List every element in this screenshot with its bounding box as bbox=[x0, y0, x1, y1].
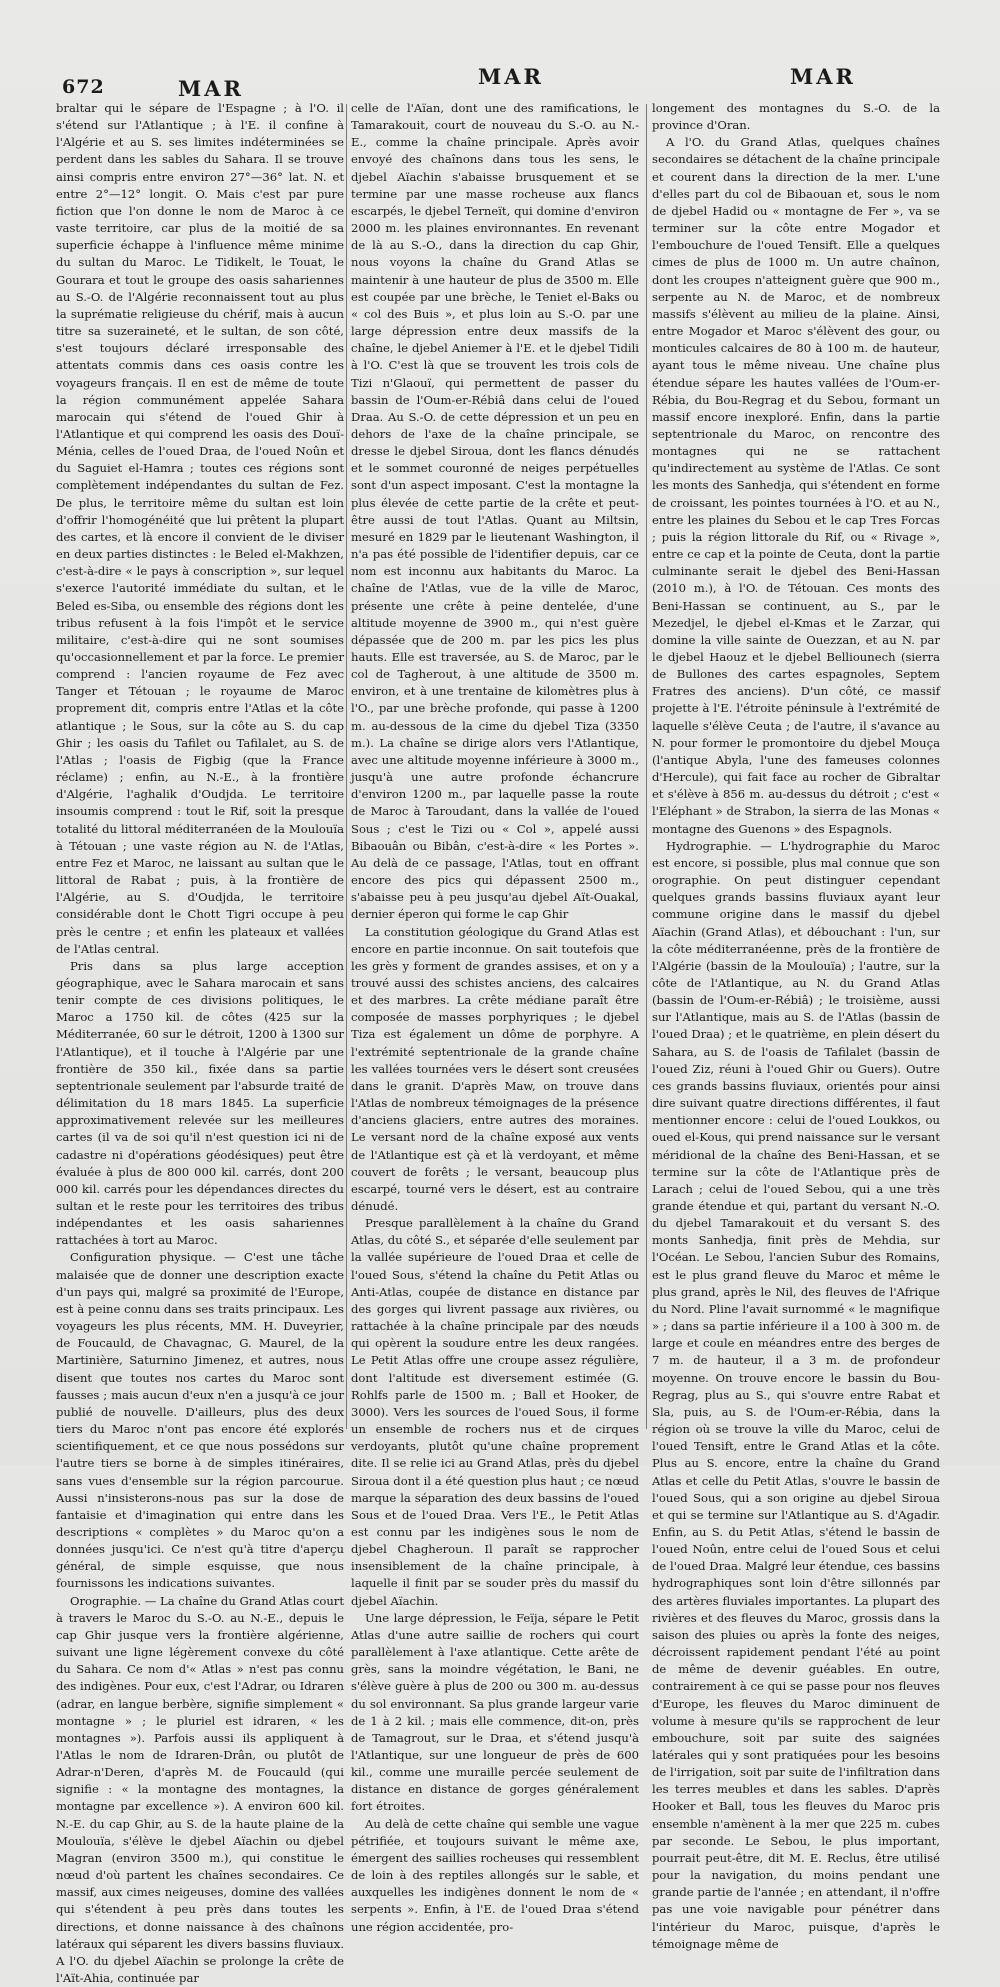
paragraph: A l'O. du Grand Atlas, quelques chaînes secondaires se détachent de la chaîne principale et courent dans la direction de la mer. L'une d'elles part du col de Bibaouan et, sous le nom de djebel Hadid ou « montagne de Fer », va se terminer sur la côte entre Mogador et l'embouchure de l'oued Tensift. Elle a quelques cimes de plus de 1000 m. Un autre chaînon, dont les croupes n'atteignent guère que 900 m., serpente au N. de Maroc, et de nombreux massifs s'élèvent au milieu de la plaine. Ainsi, entre Mogador et Maroc s'élèvent des gour, ou monticules calcaires de 80 à 100 m. de hauteur, ayant tous le même niveau. Une chaîne plus étendue sépare les hautes vallées de l'Oum-er-Rébia, du Bou-Regrag et du Sebou, formant un massif encore inexploré. Enfin, dans la partie septentrionale du Maroc, on rencontre des montagnes qui ne se rattachent qu'indirectement au système de l'Atlas. Ce sont les monts des Sanhedja, qui s'étendent en forme de croissant, les pointes tournées à l'O. et au N., entre les plaines du Sebou et le cap Tres Forcas ; puis la région littorale du Rif, ou « Rivage », entre ce cap et la pointe de Ceuta, dont la partie culminante serait le djebel des Beni-Hassan (2010 m.), à l'O. de Tétouan. Ces monts des Beni-Hassan se continuent, au S., par le Mezedjel, le djebel el-Kmas et le Zarzar, qui domine la ville sainte de Ouezzan, et au N. par le djebel Haouz et le djebel Belliounech (sierra de Bullones des cartes espagnoles, Septem Fratres des anciens). D'un côté, ce massif projette à l'E. l'étroite péninsule à l'extrémité de laquelle s'élève Ceuta ; de l'autre, il s'avance au N. pour former le promontoire du djebel Mouça (l'antique Abyla, l'une des fameuses colonnes d'Hercule), qui fait face au rocher de Gibraltar et s'élève à 856 m. au-dessus du détroit ; c'est « l'Eléphant » de Strabon, la sierra de las Monas « montagne des Guenons » des Espagnols. bbox=[652, 135, 940, 836]
running-head-center: MAR bbox=[478, 64, 544, 89]
paragraph: Configuration physique. — C'est une tâche malaisée que de donner une description exacte d'un pays qui, malgré sa proximité de l'Europe, est à peine connu dans ses traits principaux. Les voyageurs les plus récents, MM. H. Duveyrier, de Foucauld, de Chavagnac, G. Maurel, de la Martinière, Saturnino Jimenez, et autres, nous disent que toutes nos cartes du Maroc sont fausses ; mais aucun d'eux n'en a jusqu'à ce jour publié de nouvelle. D'ailleurs, plus des deux tiers du Maroc n'ont pas encore été explorés scientifiquement, et ce que nous possédons sur l'autre tiers se borne à de simples itinéraires, sans vues d'ensemble sur la région parcourue. Aussi n'insisterons-nous pas sur la dose de fantaisie et d'imagination qui entre dans les descriptions « complètes » du Maroc qu'on a données jusqu'ici. Ce n'est qu'à titre d'aperçu général, de simple esquisse, que nous fournissons les indications suivantes. bbox=[56, 1250, 344, 1591]
paragraph: Hydrographie. — L'hydrographie du Maroc est encore, si possible, plus mal connue que son orographie. On peut distinguer cependant quelques grands bassins fluviaux ayant leur commune origine dans le massif du djebel Aïachin (Grand Atlas), et débouchant : l'un, sur la côte méditerranéenne, près de la frontière de l'Algérie (bassin de la Moulouïa) ; l'autre, sur la côte de l'Atlantique, au N. du Grand Atlas (bassin de l'Oum-er-Rébiâ) ; le troisième, aussi sur l'Atlantique, mais au S. de l'Atlas (bassin de l'oued Draa) ; et le quatrième, en plein désert du Sahara, au S. de l'oasis de Tafilalet (bassin de l'oued Ziz, réuni à l'oued Ghir ou Guers). Outre ces grands bassins fluviaux, orientés pour ainsi dire suivant quatre directions différentes, il faut mentionner encore : celui de l'oued Loukkos, ou oued el-Kous, qui prend naissance sur le versant méridional de la chaîne des Beni-Hassan, et se termine sur la côte de l'Atlantique près de Larach ; celui de l'oued Sebou, qui a une très grande étendue et qui, partant du versant N.-O. du djebel Tamarakouit et du versant S. des monts Sanhedja, finit près de Mehdia, sur l'Océan. Le Sebou, l'ancien Subur des Romains, est le plus grand fleuve du Maroc et même le plus grand, après le Nil, des fleuves de l'Afrique du Nord. Pline l'avait surnommé « le magnifique » ; dans sa partie inférieure il a 100 à 300 m. de large et coule en méandres entre des berges de 7 m. de hauteur, il a 3 m. de profondeur moyenne. On trouve encore le bassin du Bou-Regrag, plus au S., qui s'ouvre entre Rabat et Sla, puis, au S. de l'Oum-er-Rébia, dans la région où se trouve la ville du Maroc, celui de l'oued Tensift, entre le Grand Atlas et la côte. Plus au S. encore, entre la chaîne du Grand Atlas et celle du Petit Atlas, s'ouvre le bassin de l'oued Sous, qui a son origine au djebel Siroua et qui se termine sur l'Atlantique au S. d'Agadir. Enfin, au S. du Petit Atlas, s'étend le bassin de l'oued Noûn, entre celui de l'oued Sous et celui de l'oued Draa. Malgré leur étendue, ces bassins hydrographiques sont loin d'être sillonnés par des artères fluviales importantes. La plupart des rivières et des fleuves du Maroc, grossis dans la saison des pluies ou après la fonte des neiges, décroissent rapidement pendant l'été au point de même de devenir guéables. En outre, contrairement à ce qui se passe pour nos fleuves d'Europe, les fleuves du Maroc diminuent de volume à mesure qu'ils se rapprochent de leur embouchure, soit par suite des saignées latérales qui y sont pratiquées pour les besoins de l'irrigation, soit par suite de l'infiltration dans les terres meubles et dans les sables. D'après Hooker et Ball, tous les fleuves du Maroc pris ensemble n'amènent à la mer que 225 m. cubes par seconde. Le Sebou, le plus important, pourrait peut-être, dit M. E. Reclus, être utilisé pour la navigation, du moins pendant une grande partie de l'année ; en attendant, il n'offre pas une voie navigable pour pénétrer dans l'intérieur du Maroc, puisque, d'après le témoignage même de bbox=[652, 838, 940, 1951]
paragraph: longement des montagnes du S.-O. de la province d'Oran. bbox=[652, 101, 940, 133]
column-divider bbox=[646, 104, 647, 1429]
running-head-right: MAR bbox=[790, 64, 856, 89]
page-header bbox=[0, 58, 1000, 101]
text-column-2 bbox=[351, 100, 639, 1934]
running-head-left: MAR bbox=[178, 76, 244, 101]
text-column-3 bbox=[652, 100, 940, 1951]
column-divider bbox=[346, 104, 347, 1429]
paragraph: Une large dépression, le Feïja, sépare le Petit Atlas d'une autre saillie de rochers qui court parallèlement à l'axe atlantique. Cette arête de grès, sans la moindre végétation, le Bani, ne s'élève guère à plus de 200 ou 300 m. au-dessus du sol environnant. Sa plus grande largeur varie de 1 à 2 kil. ; mais elle commence, dit-on, près de Tamagrout, sur le Draa, et s'étend jusqu'à l'Atlantique, sur une longueur de près de 600 kil., comme une muraille percée seulement de distance en distance de gorges généralement fort étroites. bbox=[351, 1610, 639, 1814]
paragraph: La constitution géologique du Grand Atlas est encore en partie inconnue. On sait toutefois que les grès y forment de grandes assises, et on y a trouvé aussi des schistes anciens, des calcaires et des marbres. La crête médiane paraît être composée de masses porphyriques ; le djebel Tiza est également un dôme de porphyre. A l'extrémité septentrionale de la grande chaîne les vallées tournées vers le désert sont creusées dans le granit. D'après Maw, on trouve dans l'Atlas de nombreux témoignages de la présence d'anciens glaciers, entre autres des moraines. Le versant nord de la chaîne exposé aux vents de l'Atlantique est çà et là verdoyant, et même couvert de forêts ; le versant, beaucoup plus escarpé, tourné vers le désert, est au contraire dénudé. bbox=[351, 924, 639, 1213]
paragraph: Presque parallèlement à la chaîne du Grand Atlas, du côté S., et séparée d'elle seulement par la vallée supérieure de l'oued Draa et celle de l'oued Sous, s'étend la chaîne du Petit Atlas ou Anti-Atlas, coupée de distance en distance par des gorges qui livrent passage aux rivières, ou rattachée à la chaîne principale par des nœuds qui opèrent la soudure entre les deux rangées. Le Petit Atlas offre une croupe assez régulière, dont l'altitude est diversement estimée (G. Rohlfs parle de 1500 m. ; Ball et Hooker, de 3000). Vers les sources de l'oued Sous, il forme un ensemble de rochers nus et de cirques verdoyants, plutôt qu'une chaîne proprement dite. Il se relie ici au Grand Atlas, près du djebel Siroua dont il a été question plus haut ; ce nœud marque la séparation des deux bassins de l'oued Sous et de l'oued Draa. Vers l'E., le Petit Atlas est connu par les indigènes sous le nom de djebel Chagheroun. Il paraît se rapprocher insensiblement de la chaîne principale, à laquelle il finit par se souder près du massif du djebel Aïachin. bbox=[351, 1216, 639, 1608]
paragraph: Pris dans sa plus large acception géographique, avec le Sahara marocain et sans tenir compte de ces divisions politiques, le Maroc a 1750 kil. de côtes (425 sur la Méditerranée, 60 sur le détroit, 1200 à 1300 sur l'Atlantique), et il touche à l'Algérie par une frontière de 350 kil., fixée dans sa partie septentrionale seulement par l'absurde traité de délimitation du 18 mars 1845. La superficie approximativement relevée sur les meilleures cartes (il va de soi qu'il n'est question ici ni de cadastre ni d'opérations géodésiques) peut être évaluée à plus de 800 000 kil. carrés, dont 200 000 kil. carrés pour les dépendances directes du sultan et le reste pour les territoires des tribus indépendantes et les oasis sahariennes rattachées à tort au Maroc. bbox=[56, 958, 344, 1248]
paragraph: celle de l'Aïan, dont une des ramifications, le Tamarakouit, court de nouveau du S.-O. au N.-E., comme la chaîne principale. Après avoir envoyé des chaînons dans tous les sens, le djebel Aïachin s'abaisse brusquement et se termine par une masse rocheuse aux flancs escarpés, le djebel Terneït, qui domine d'environ 2000 m. les plaines environnantes. En revenant de là au S.-O., dans la direction du cap Ghir, nous voyons la chaîne du Grand Atlas se maintenir à une hauteur de plus de 3500 m. Elle est coupée par une brèche, le Teniet el-Baks ou « col des Buis », et plus loin au S.-O. par une large dépression entre deux massifs de la chaîne, le djebel Aniemer à l'E. et le djebel Tidili à l'O. C'est là que se trouvent les trois cols de Tizi n'Glaouï, qui permettent de passer du bassin de l'Oum-er-Rébiâ dans celui de l'oued Draa. Au S.-O. de cette dépression et un peu en dehors de l'axe de la chaîne principale, se dresse le djebel Siroua, dont les flancs dénudés et le sommet couronné de neiges perpétuelles sont d'un aspect imposant. C'est la montagne la plus élevée de cette partie de la crête et peut-être aussi de tout l'Atlas. Quant au Miltsin, mesuré en 1829 par le lieutenant Washington, il n'a pas été possible de l'identifier depuis, car ce nom est inconnu aux habitants du Maroc. La chaîne de l'Atlas, vue de la ville de Maroc, présente une crête à peine dentelée, d'une altitude moyenne de 3900 m., qui n'est guère dépassée que de 200 m. par les pics les plus hauts. Elle est traversée, au S. de Maroc, par le col de Tagherout, à une altitude de 3500 m. environ, et à une trentaine de kilomètres plus à l'O., par une brèche profonde, qui passe à 1200 m. au-dessous de la cime du djebel Tiza (3350 m.). La chaîne se dirige alors vers l'Atlantique, avec une altitude moyenne inférieure à 3000 m., jusqu'à une autre profonde échancrure d'environ 1200 m., par laquelle passe la route de Maroc à Taroudant, dans la vallée de l'oued Sous ; c'est le Tizi ou « Col », appelé aussi Bibaouân ou Bibân, c'est-à-dire « les Portes ». Au delà de ce passage, l'Atlas, tout en offrant encore des pics qui dépassent 2500 m., s'abaisse peu à peu jusqu'au djebel Aït-Ouakal, dernier éperon qui forme le cap Ghir bbox=[351, 101, 639, 922]
page-number: 672 bbox=[62, 76, 105, 98]
paragraph: Au delà de cette chaîne qui semble une vague pétrifiée, et toujours suivant le même axe, émergent des saillies rocheuses qui ressemblent de loin à des reptiles allongés sur le sable, et auxquelles les indigènes donnent le nom de « serpents ». Enfin, à l'E. de l'oued Draa s'étend une région accidentée, pro- bbox=[351, 1816, 639, 1934]
paragraph: Orographie. — La chaîne du Grand Atlas court à travers le Maroc du S.-O. au N.-E., depuis le cap Ghir jusque vers la frontière algérienne, suivant une ligne légèrement convexe du côté du Sahara. Ce nom d'« Atlas » n'est pas connu des indigènes. Pour eux, c'est l'Adrar, ou Idraren (adrar, en langue berbère, signifie simplement « montagne » ; le pluriel est idraren, « les montagnes »). Parfois aussi ils appliquent à l'Atlas le nom de Idraren-Drân, ou plutôt de Adrar-n'Deren, d'après M. de Foucauld (qui signifie : « la montagne des montagnes, la montagne par excellence »). A environ 600 kil. N.-E. du cap Ghir, au S. de la haute plaine de la Moulouïa, s'élève le djebel Aïachin ou djebel Magran (environ 3500 m.), qui constitue le nœud d'où partent les chaînes secondaires. Ce massif, aux cimes neigeuses, domine des vallées qui s'étendent à peu près dans toutes les directions, et donne naissance à des chaînons latéraux qui séparent les divers bassins fluviaux. A l'O. du djebel Aïachin se prolonge la crête de l'Aït-Ahia, continuée par bbox=[56, 1593, 344, 1986]
paragraph: braltar qui le sépare de l'Espagne ; à l'O. il s'étend sur l'Atlantique ; à l'E. il confine à l'Algérie et au S. ses limites indéterminées se perdent dans les sables du Sahara. Il se trouve ainsi compris entre environ 27°—36° lat. N. et entre 2°—12° longit. O. Mais c'est par pure fiction que l'on donne le nom de Maroc à ce vaste territoire, car plus de la moitié de sa superficie échappe à l'influence même minime du sultan du Maroc. Le Tidikelt, le Touat, le Gourara et tout le groupe des oasis sahariennes au S.-O. de l'Algérie reconnaissent tout au plus la suprématie religieuse du chérif, mais à aucun titre sa suzeraineté, et le sultan, de son côté, s'est toujours déclaré irresponsable des attentats commis dans ces oasis contre les voyageurs français. Il en est de même de toute la région communément appelée Sahara marocain qui s'étend de l'oued Ghir à l'Atlantique et qui comprend les oasis des Douï-Ménia, celles de l'oued Draa, de l'oued Noûn et du Saguiet el-Hamra ; toutes ces régions sont complètement indépendantes du sultan de Fez. De plus, le territoire même du sultan est loin d'offrir l'homogénéité que lui prêtent la plupart des cartes, et là encore il convient de le diviser en deux parties distinctes : le Beled el-Makhzen, c'est-à-dire « le pays à conscription », sur lequel s'exerce l'autorité immédiate du sultan, et le Beled es-Siba, ou ensemble des régions dont les tribus refusent à la fois l'impôt et le service militaire, c'est-à-dire qui ne sont soumises qu'occasionnellement et par la force. Le premier comprend : l'ancien royaume de Fez avec Tanger et Tétouan ; le royaume de Maroc proprement dit, compris entre l'Atlas et la côte atlantique ; le Sous, sur la côte au S. du cap Ghir ; les oasis du Tafilet ou Tafilalet, au S. de l'Atlas ; l'oasis de Figbig (que la France réclame) ; enfin, au N.-E., à la frontière d'Algérie, l'aghalik d'Oudjda. Le territoire insoumis comprend : tout le Rif, soit la presque totalité du littoral méditerranéen de la Moulouïa à Tétouan ; une vaste région au N. de l'Atlas, entre Fez et Maroc, ne laissant au sultan que le littoral de Rabat ; puis, à la frontière de l'Algérie, au S. d'Oudjda, le territoire considérable dont le Chott Tigri occupe à peu près le centre ; et enfin les plateaux et vallées de l'Atlas central. bbox=[56, 101, 344, 956]
text-column-1 bbox=[56, 100, 344, 1986]
